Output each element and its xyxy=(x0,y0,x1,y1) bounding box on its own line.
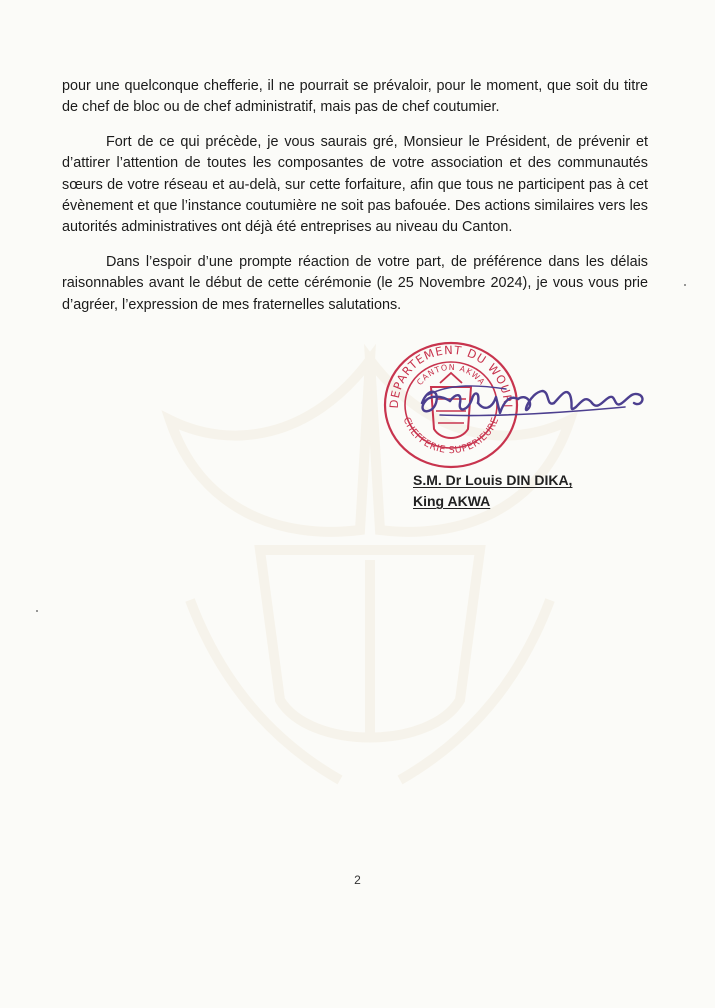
signatory-block xyxy=(413,470,572,512)
paper-speck xyxy=(36,610,38,612)
paper-speck xyxy=(684,284,686,286)
seal-outer-text: DEPARTEMENT DU WOURI xyxy=(386,342,516,409)
seal-inner-text: CANTON AKWA xyxy=(415,362,487,388)
paragraph-2: Fort de ce qui précède, je vous saurais gré, Monsieur le Président, de prévenir et d’attirer l’attention de toutes les composantes de votre association et des communautés sœurs de votre réseau et au-delà, sur cette forfaiture, afin que tous ne participent pas à cet évènement et que l’instance coutumière ne soit pas bafouée. Des actions similaires vers les autorités administratives ont déjà été entreprises au niveau du Canton. xyxy=(62,133,648,236)
letter-body xyxy=(62,76,648,329)
page-number: 2 xyxy=(354,873,361,887)
handwritten-signature xyxy=(410,373,655,433)
paragraph-1: pour une quelconque chefferie, il ne pourrait se prévaloir, pour le moment, que soit du titre de chef de bloc ou de chef administratif, mais pas de chef coutumier. xyxy=(62,78,648,116)
signatory-name: S.M. Dr Louis DIN DIKA, xyxy=(413,472,573,488)
seal-bottom-text: CHEFFERIE SUPERIEURE xyxy=(400,415,502,457)
paragraph-3: Dans l’espoir d’une prompte réaction de votre part, de préférence dans les délais raisonnables avant le début de cette cérémonie (le 25 Novembre 2024), je vous vous prie d’agréer, l’expression de mes fraternelles salutations. xyxy=(62,253,648,313)
signatory-title: King AKWA xyxy=(413,493,491,509)
